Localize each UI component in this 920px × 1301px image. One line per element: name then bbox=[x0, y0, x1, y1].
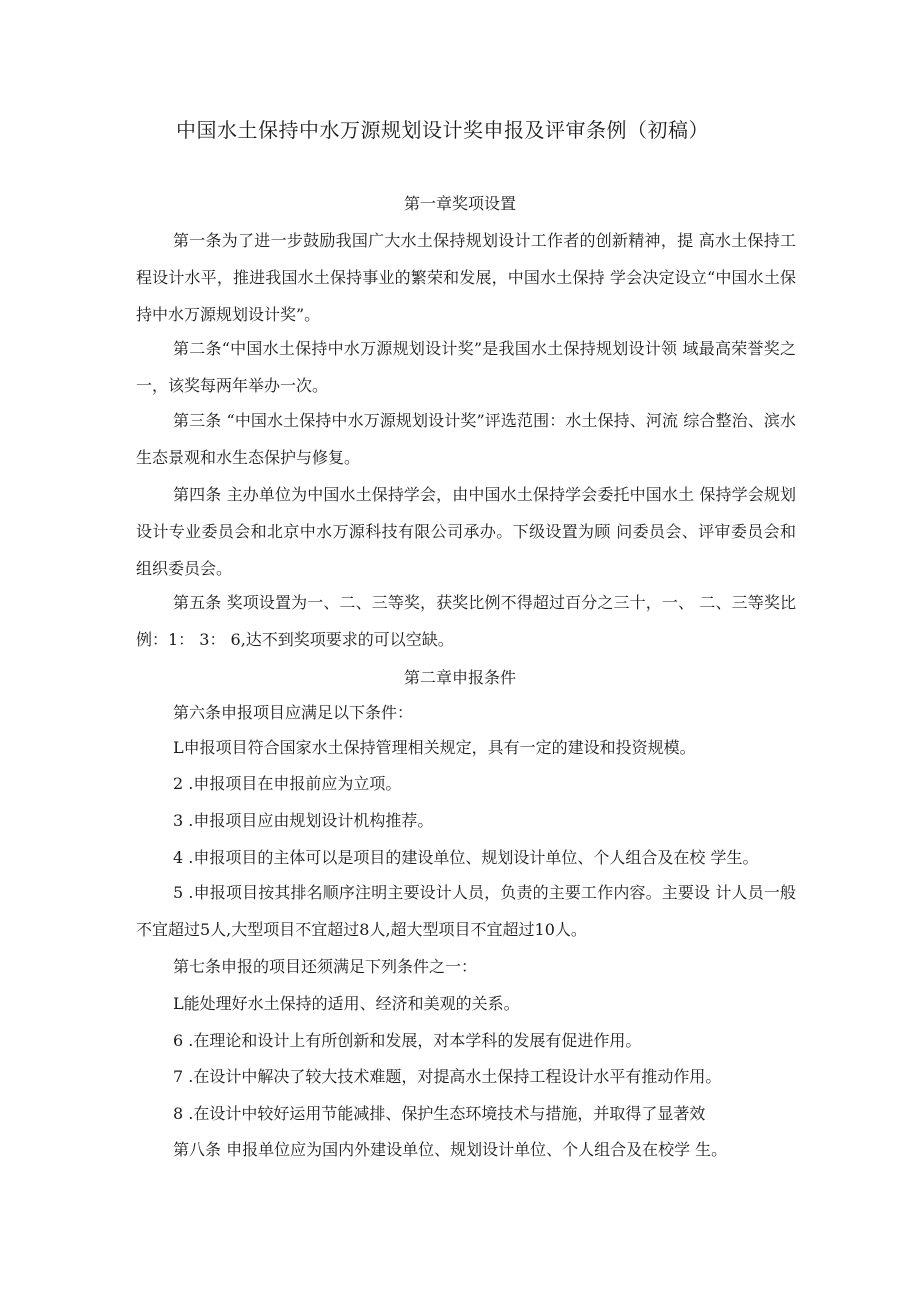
article-5: 第五条 奖项设置为一、二、三等奖，获奖比例不得超过百分之三十，一、 二、三等奖比例：1： 3： 6,达不到奖项要求的可以空缺。 bbox=[136, 593, 796, 649]
article-3: 第三条 “中国水土保持中水万源规划设计奖”评选范围：水土保持、河流 综合整治、滨水生态景观和水生态保护与修复。 bbox=[136, 411, 796, 467]
article-7: 第七条申报的项目还须满足下列条件之一： bbox=[173, 957, 478, 976]
chapter-1-heading: 第一章奖项设置 bbox=[403, 194, 516, 213]
list-item: 5 .申报项目按其排名顺序注明主要设计人员，负责的主要工作内容。主要设 计人员一般不宜超过5人,大型项目不宜超过8人,超大型项目不宜超过10人。 bbox=[136, 883, 796, 939]
article-6: 第六条申报项目应满足以下条件： bbox=[173, 703, 414, 722]
list-item: L能处理好水土保持的适用、经济和美观的关系。 bbox=[173, 994, 520, 1013]
article-4: 第四条 主办单位为中国水土保持学会，由中国水土保持学会委托中国水土 保持学会规划设计专业委员会和北京中水万源科技有限公司承办。下级设置为顾 问委员会、评审委员会和组织委员会。 bbox=[136, 485, 796, 578]
document-title: 中国水土保持中水万源规划设计奖申报及评审条例（初稿） bbox=[176, 118, 709, 142]
list-item: 3 .申报项目应由规划设计机构推荐。 bbox=[173, 811, 434, 830]
list-item: L申报项目符合国家水土保持管理相关规定，具有一定的建设和投资规模。 bbox=[173, 738, 696, 757]
list-item: 7 .在设计中解决了较大技术难题，对提高水土保持工程设计水平有推动作用。 bbox=[173, 1067, 722, 1086]
list-item: 6 .在理论和设计上有所创新和发展，对本学科的发展有促进作用。 bbox=[173, 1031, 642, 1050]
list-item: 2 .申报项目在申报前应为立项。 bbox=[173, 774, 402, 793]
chapter-2-heading: 第二章申报条件 bbox=[403, 668, 516, 687]
list-item: 4 .申报项目的主体可以是项目的建设单位、规划设计单位、个人组合及在校 学生。 bbox=[173, 848, 759, 867]
article-2: 第二条“中国水土保持中水万源规划设计奖”是我国水土保持规划设计领 域最高荣誉奖之一，该奖每两年举办一次。 bbox=[136, 339, 796, 395]
list-item: 8 .在设计中较好运用节能减排、保护生态环境技术与措施，并取得了显著效 bbox=[173, 1104, 706, 1123]
article-8: 第八条 申报单位应为国内外建设单位、规划设计单位、个人组合及在校学 生。 bbox=[173, 1140, 728, 1159]
article-1: 第一条为了进一步鼓励我国广大水土保持规划设计工作者的创新精神，提 高水土保持工程设计水平，推进我国水土保持事业的繁荣和发展，中国水土保持 学会决定设立“中国水土保持中水万源规划设计奖”。 bbox=[136, 231, 796, 324]
